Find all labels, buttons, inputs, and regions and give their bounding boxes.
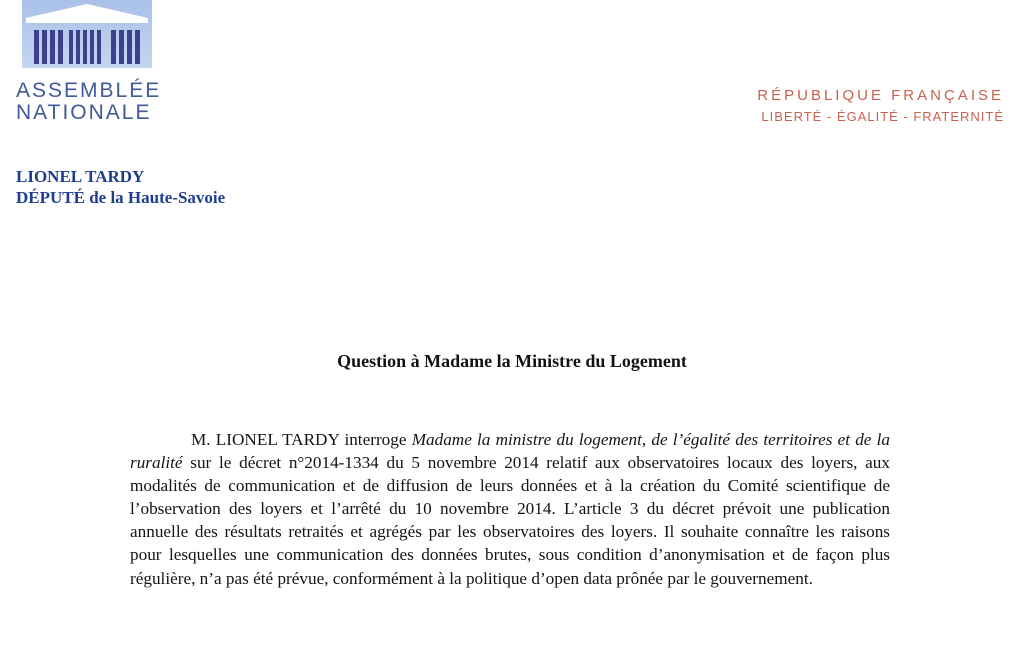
logo-line-2: NATIONALE <box>16 101 152 124</box>
author-name: LIONEL TARDY <box>16 167 145 186</box>
republic-header <box>757 86 1004 127</box>
logo-text <box>16 80 161 124</box>
republic-title: RÉPUBLIQUE FRANÇAISE <box>757 87 1004 104</box>
assemblee-nationale-logo <box>16 0 162 128</box>
author-block <box>16 166 225 208</box>
republic-motto: LIBERTÉ - ÉGALITÉ - FRATERNITÉ <box>761 109 1004 124</box>
question-title: Question à Madame la Ministre du Logement <box>337 351 687 371</box>
question-addressee: Madame la ministre du logement, de l’égalité des territoires et de la ruralité <box>130 430 890 473</box>
question-intro: M. LIONEL TARDY interroge <box>191 430 412 449</box>
parliament-building-icon <box>22 0 152 78</box>
author-role: DÉPUTÉ de la Haute-Savoie <box>16 188 226 207</box>
logo-line-1: ASSEMBLÉE <box>16 79 162 102</box>
question-body <box>130 428 890 590</box>
question-text: sur le décret n°2014-1334 du 5 novembre 2014 relatif aux observatoires locaux des loyers, aux modalités de communication et de diffusion de leurs données et à la création du Comité scientifique de l’observation des loyers et l’arrêté du 10 novembre 2014. L’article 3 du décret prévoit une publication annuelle des résultats retraités et agrégés par les observatoires des loyers. Il souhaite connaître les raisons pour lesquelles une communication des données brutes, sous condition d’anonymisation et de façon plus régulière, n’a pas été prévue, conformément à la politique d’open data prônée par le gouvernement. <box>130 453 890 588</box>
